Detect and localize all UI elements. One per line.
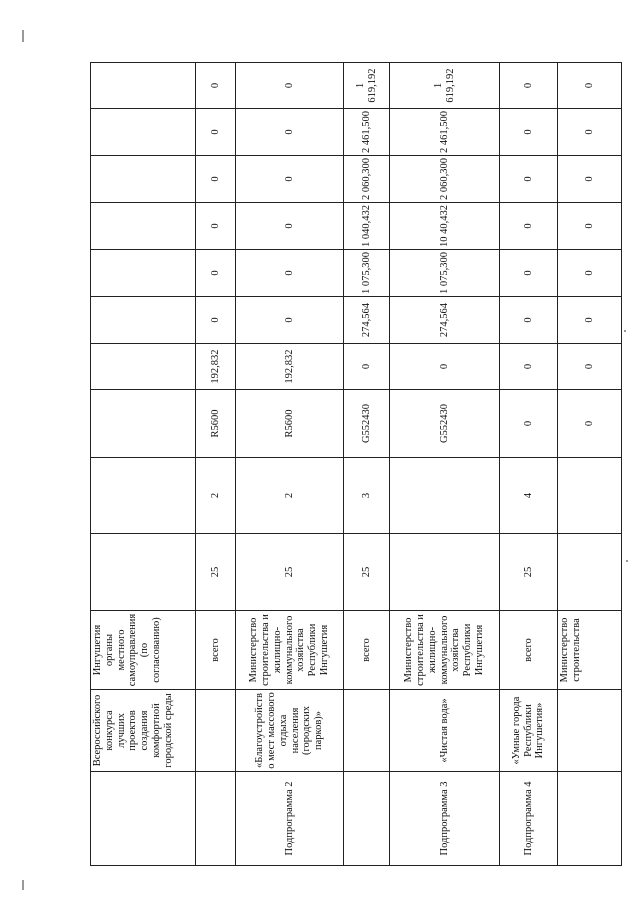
- table-cell: всего: [344, 611, 390, 690]
- table-cell: 0: [196, 109, 236, 156]
- table-cell: 0: [558, 344, 622, 390]
- table-cell: [91, 156, 196, 203]
- table-row: [236, 63, 344, 866]
- table-cell: 0: [196, 250, 236, 297]
- table-cell: [91, 772, 196, 866]
- table-cell: 1 040,432: [344, 203, 390, 250]
- table-cell: [91, 534, 196, 611]
- table-cell: R5600: [236, 390, 344, 458]
- table-cell: 0: [500, 109, 558, 156]
- table-cell: 25: [196, 534, 236, 611]
- table-cell: [91, 63, 196, 109]
- table-cell: 1 075,300: [390, 250, 500, 297]
- table-cell: «Благоустройство мест массового отдыха населения (городских парков)»: [236, 690, 344, 772]
- scan-margin-mark: [22, 880, 24, 890]
- table-cell: 2 060,300: [344, 156, 390, 203]
- table-cell: 3: [344, 458, 390, 534]
- table-cell: всего: [196, 611, 236, 690]
- table-cell: 192,832: [236, 344, 344, 390]
- table-cell: 0: [236, 203, 344, 250]
- scan-margin-mark: [22, 30, 24, 42]
- table-cell: 192,832: [196, 344, 236, 390]
- table-cell: R5600: [196, 390, 236, 458]
- table-cell: G552430: [344, 390, 390, 458]
- table-cell: 1 075,300: [344, 250, 390, 297]
- table-cell: Министерство строительства и жилищно-коммунального хозяйства Республики Ингушетия: [390, 611, 500, 690]
- table-row: [558, 63, 622, 866]
- table-cell: 0: [500, 250, 558, 297]
- scan-dot: [626, 560, 628, 562]
- table-row: [344, 63, 390, 866]
- table-cell: 0: [500, 63, 558, 109]
- table-cell: [91, 390, 196, 458]
- table-row: [390, 63, 500, 866]
- table-cell: [91, 297, 196, 344]
- table-cell: 0: [500, 344, 558, 390]
- table-cell: G552430: [390, 390, 500, 458]
- table-cell: 0: [558, 297, 622, 344]
- table-cell: Подпрограмма 2: [236, 772, 344, 866]
- table-cell: Министерство строительства и жилищно-коммунального хозяйства Республики Ингушетия: [236, 611, 344, 690]
- table-cell: 4: [500, 458, 558, 534]
- table-cell: 2: [236, 458, 344, 534]
- table-cell: 0: [500, 390, 558, 458]
- table-cell: Ингушетия органы местного самоуправления (по согласованию): [91, 611, 196, 690]
- table-row: [91, 63, 196, 866]
- table-cell: [558, 772, 622, 866]
- table-cell: 0: [196, 203, 236, 250]
- table-cell: [558, 690, 622, 772]
- table-cell: 0: [236, 109, 344, 156]
- table-cell: [91, 109, 196, 156]
- table-cell: 0: [500, 297, 558, 344]
- table-cell: [91, 458, 196, 534]
- table-cell: 0: [500, 203, 558, 250]
- table-cell: [91, 203, 196, 250]
- table-row: [500, 63, 558, 866]
- table-cell: [390, 534, 500, 611]
- table-cell: 0: [558, 250, 622, 297]
- table-cell: 0: [196, 63, 236, 109]
- table-cell: Подпрограмма 4: [500, 772, 558, 866]
- table-cell: Министерство строительства: [558, 611, 622, 690]
- table-cell: 2 060,300: [390, 156, 500, 203]
- table-cell: Всероссийского конкурса лучших проектов создания комфортной городской среды: [91, 690, 196, 772]
- budget-table: [90, 62, 622, 866]
- table-cell: 0: [196, 156, 236, 203]
- table-cell: 25: [236, 534, 344, 611]
- table-cell: 0: [236, 297, 344, 344]
- table-cell: [558, 458, 622, 534]
- table-cell: 1 619,192: [390, 63, 500, 109]
- table-cell: 25: [500, 534, 558, 611]
- table-cell: 274,564: [390, 297, 500, 344]
- scan-dot: [624, 330, 626, 332]
- table-cell: 0: [236, 156, 344, 203]
- table-cell: 0: [236, 250, 344, 297]
- table-cell: 2: [196, 458, 236, 534]
- table-cell: всего: [500, 611, 558, 690]
- table-cell: 0: [558, 63, 622, 109]
- table-cell: 10 40,432: [390, 203, 500, 250]
- table-cell: 0: [558, 156, 622, 203]
- table-cell: 0: [236, 63, 344, 109]
- table-cell: 0: [344, 344, 390, 390]
- table-cell: [344, 772, 390, 866]
- table-cell: [196, 772, 236, 866]
- table-cell: 0: [558, 109, 622, 156]
- table-cell: [91, 344, 196, 390]
- table-cell: [91, 250, 196, 297]
- table-cell: 25: [344, 534, 390, 611]
- table-cell: [558, 534, 622, 611]
- table-cell: [390, 458, 500, 534]
- table-cell: «Умные города Республики Ингушетия»: [500, 690, 558, 772]
- table-cell: [344, 690, 390, 772]
- table-cell: «Чистая вода»: [390, 690, 500, 772]
- table-cell: 0: [558, 390, 622, 458]
- table-cell: 0: [390, 344, 500, 390]
- table-cell: Подпрограмма 3: [390, 772, 500, 866]
- table-cell: 1 619,192: [344, 63, 390, 109]
- table-cell: 0: [558, 203, 622, 250]
- table-cell: 0: [500, 156, 558, 203]
- table-cell: 2 461,500: [344, 109, 390, 156]
- table-cell: 2 461,500: [390, 109, 500, 156]
- table-cell: 274,564: [344, 297, 390, 344]
- table-cell: [196, 690, 236, 772]
- table-cell: 0: [196, 297, 236, 344]
- table-row: [196, 63, 236, 866]
